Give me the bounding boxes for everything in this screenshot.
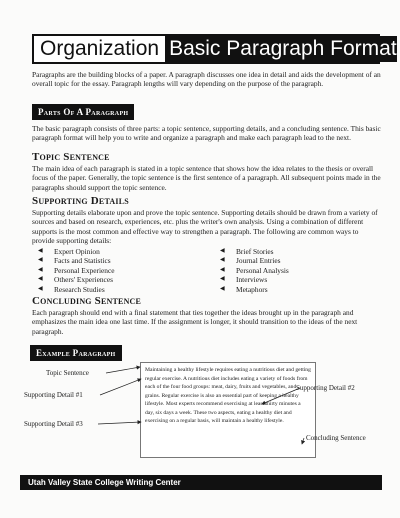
parts-banner: Parts Of A Paragraph bbox=[32, 104, 134, 120]
list-item: ◀ Personal Experience bbox=[38, 265, 115, 275]
footer-bar: Utah Valley State College Writing Center bbox=[20, 475, 382, 490]
parts-text: The basic paragraph consists of three parts: a topic sentence, supporting details, and a concluding sentence. This basic paragraph format will help you to write and organize a paragraph and make each paragraph lead to the next. bbox=[32, 124, 381, 143]
bullet-icon: ◀ bbox=[38, 276, 43, 283]
topic-sentence-text: The main idea of each paragraph is stated in a topic sentence that shows how the idea relates to the thesis or overall focus of the paper. Generally, the topic sentence is the first sentence of a paragraph. All subsequent points made in the paragraphs should support the topic sentence. bbox=[32, 164, 381, 192]
label-topic-sentence: Topic Sentence bbox=[46, 369, 89, 377]
arrow-topic bbox=[106, 367, 140, 373]
arrow-detail-2 bbox=[262, 388, 300, 404]
label-supporting-detail-3: Supporting Detail #3 bbox=[24, 420, 83, 428]
bullet-icon: ◀ bbox=[38, 248, 43, 254]
bullet-icon: ◀ bbox=[220, 248, 225, 254]
list-item: ◀ Research Studies bbox=[38, 284, 105, 294]
title-right: Basic Paragraph Format bbox=[165, 36, 397, 62]
bullet-icon: ◀ bbox=[38, 285, 43, 292]
list-item: ◀ Journal Entries bbox=[220, 256, 281, 266]
bullet-icon: ◀ bbox=[38, 266, 43, 273]
list-item: ◀ Interviews bbox=[220, 275, 268, 285]
list-item: ◀ Facts and Statistics bbox=[38, 256, 111, 266]
topic-sentence-heading: Topic Sentence bbox=[32, 151, 110, 163]
label-supporting-detail-1: Supporting Detail #1 bbox=[24, 391, 83, 399]
bullet-icon: ◀ bbox=[220, 257, 225, 264]
list-item: ◀ Personal Analysis bbox=[220, 265, 289, 275]
title-left: Organization bbox=[34, 36, 165, 62]
bullet-icon: ◀ bbox=[220, 285, 225, 292]
list-item: ◀ Expert Opinion bbox=[38, 247, 100, 256]
list-item: ◀ Metaphors bbox=[220, 284, 268, 294]
concluding-sentence-text: Each paragraph should end with a final statement that ties together the ideas brought up in the paragraph and emphasizes the main idea one last time. If the assignment is longer, it should transition to the ideas of the next paragraph. bbox=[32, 308, 358, 336]
example-banner: Example Paragraph bbox=[30, 345, 122, 361]
supporting-details-text: Supporting details elaborate upon and prove the topic sentence. Supporting details should be drawn from a variety of sources and based on research, experiences, etc. plus the writer's own analysis. Using a combination of different supports is the most common and effective way to strengthen a paragraph. The following are common ways to provide supporting details: bbox=[32, 208, 378, 246]
bullet-icon: ◀ bbox=[220, 276, 225, 283]
list-item: ◀ Brief Stories bbox=[220, 247, 274, 256]
bullet-icon: ◀ bbox=[38, 257, 43, 264]
label-supporting-detail-2: Supporting Detail #2 bbox=[296, 384, 355, 392]
concluding-sentence-heading: Concluding Sentence bbox=[32, 295, 142, 307]
example-text: Maintaining a healthy lifestyle requires eating a nutritious diet and getting regular exercise. A nutritious diet includes eating a variety of foods from each of the four food groups: meat, dairy, fruits and vegetables, and grains. Regular exercise is also an essential part of keeping a healthy lifestyle. Most experts recommend exercising at least thirty minutes a day, six days a week. These two aspects, eating a healthy diet and exercising on a regular basis, will maintain a healthy lifestyle. bbox=[145, 367, 311, 424]
arrow-detail-3 bbox=[98, 422, 141, 424]
label-concluding-sentence: Concluding Sentence bbox=[306, 434, 366, 442]
list-item: ◀ Others' Experiences bbox=[38, 275, 113, 285]
intro-text: Paragraphs are the building blocks of a paper. A paragraph discusses one idea in detail and aids the development of an overall topic for the essay. Paragraph lengths will vary depending on the purpose of the paragraph. bbox=[32, 70, 381, 89]
arrow-concluding bbox=[302, 438, 304, 444]
bullet-icon: ◀ bbox=[220, 266, 225, 273]
arrow-detail-1 bbox=[100, 379, 141, 395]
supporting-details-heading: Supporting Details bbox=[32, 195, 129, 207]
